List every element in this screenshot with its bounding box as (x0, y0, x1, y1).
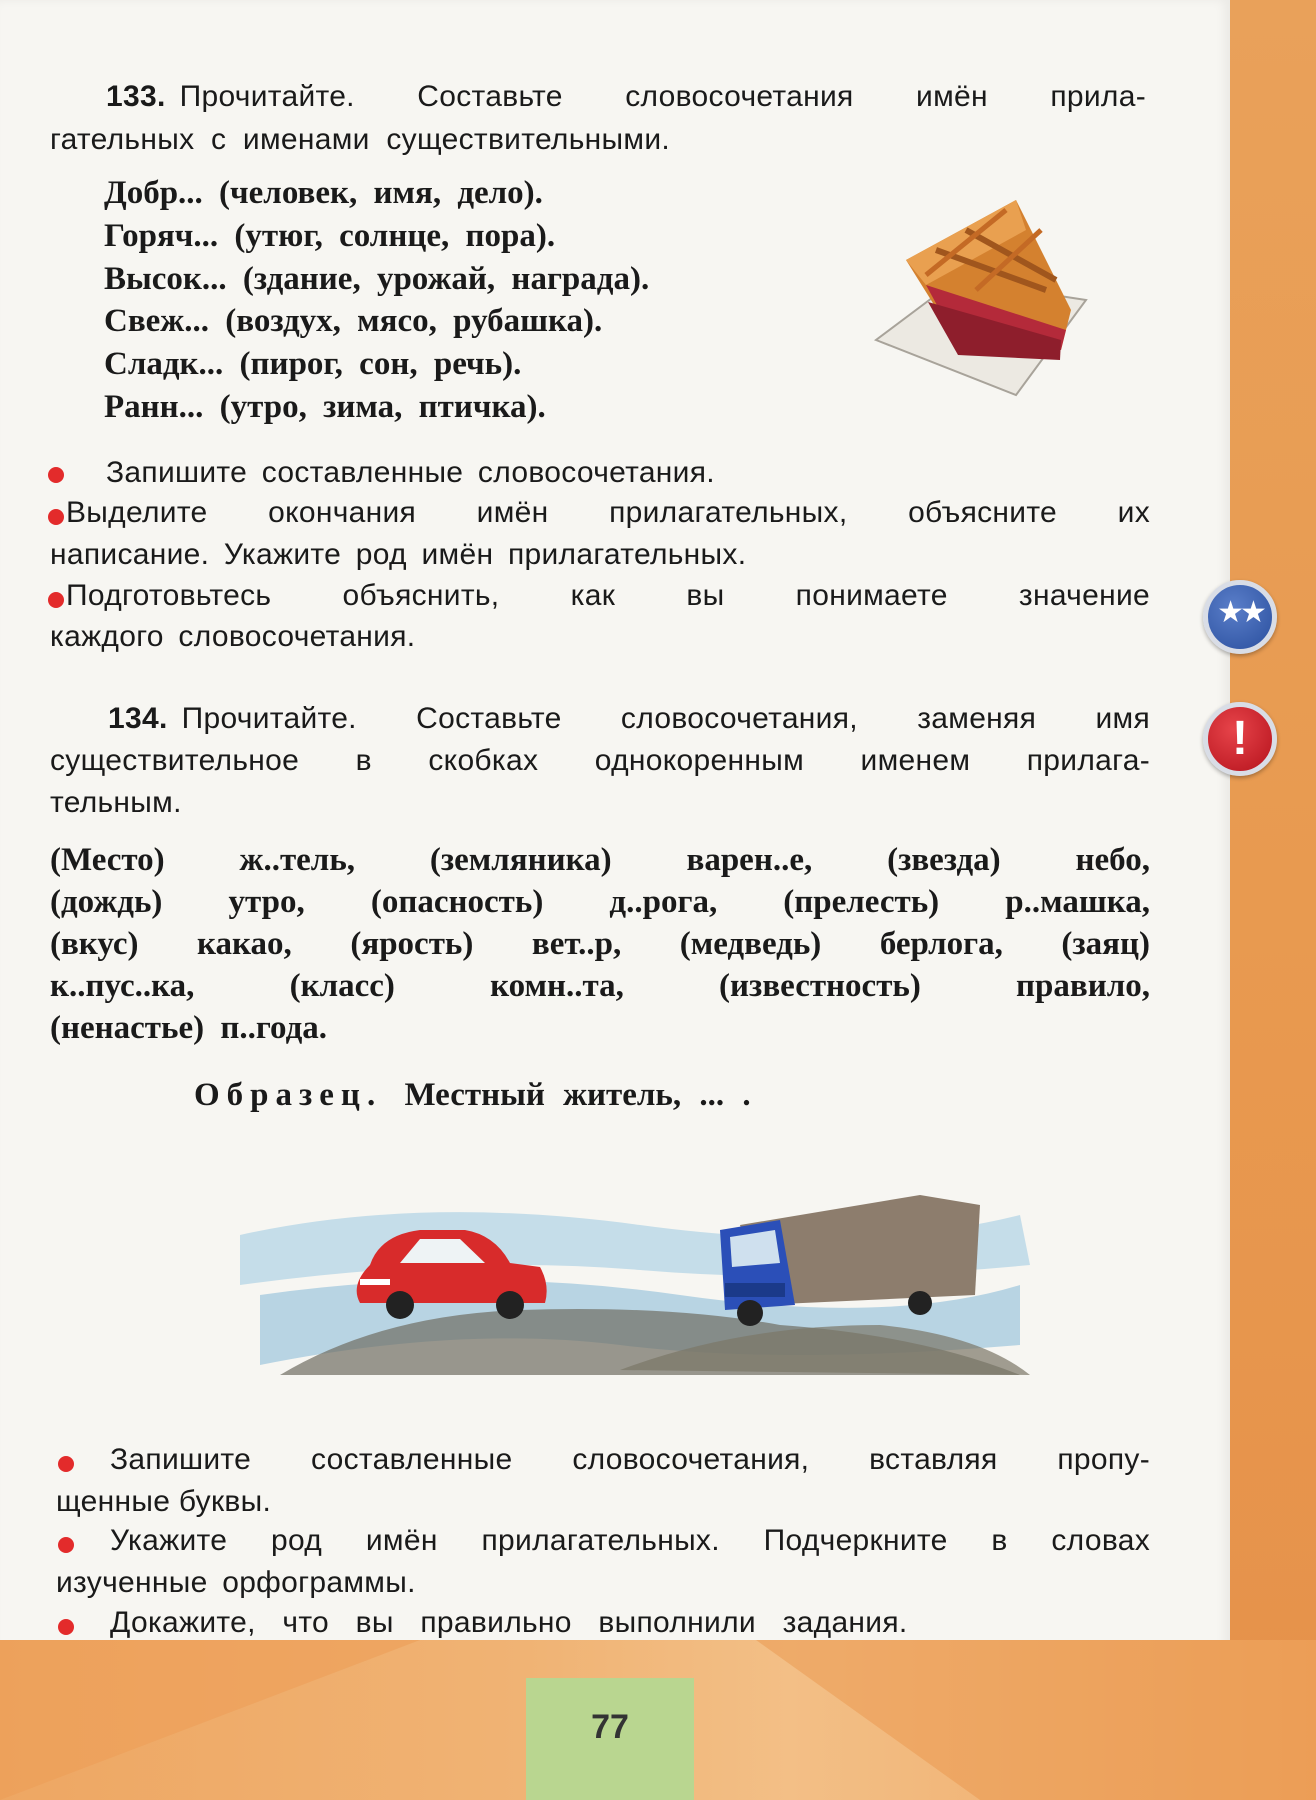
ex133-task3-text: Подготовьтесь объяснить, как вы понимаете значение (66, 579, 1150, 612)
ex133-row-3: Высок... (здание, урожай, награда). (104, 261, 650, 297)
ex133-task2-line2: написание. Укажите род имён прилагательных. (50, 538, 747, 571)
ex134-body-line1 (50, 842, 1150, 879)
ex134-number: 134. (108, 702, 168, 735)
star-glyphs: ★★ (1217, 596, 1263, 629)
ex133-task2-text: Выделите окончания имён прилагательных, объясните их (66, 496, 1150, 529)
ex133-intro-line1 (106, 80, 1146, 114)
ex133-row-1: Добр... (человек, имя, дело). (104, 175, 543, 211)
ex134-body-line3 (50, 926, 1150, 963)
ex134-intro2-text: существительное в скобках однокоренным именем прилага- (50, 744, 1150, 777)
exclamation-glyph: ! (1232, 712, 1248, 765)
ex133-row-6: Ранн... (утро, зима, птичка). (104, 389, 546, 425)
ex134-sample (194, 1077, 751, 1114)
ex133-task3-line2: каждого словосочетания. (50, 620, 416, 653)
ex134-task2-line1 (110, 1524, 1150, 1558)
ex133-task2-bullet (48, 509, 64, 525)
star-badge-icon (1203, 580, 1277, 654)
ex134-sample-text: Местный житель, ... . (404, 1077, 751, 1113)
ex134-body-line5: (ненастье) п..года. (50, 1010, 328, 1046)
ex134-body-line2 (50, 884, 1150, 921)
ex133-intro-text: Прочитайте. Составьте словосочетания имён прила- (179, 80, 1146, 113)
ex134-body-text3: (вкус) какао, (ярость) вет..р, (медведь) берлога, (заяц) (50, 926, 1150, 962)
ex134-intro-line1 (108, 702, 1150, 736)
ex134-intro-line2 (50, 744, 1150, 778)
pie-illustration (866, 190, 1096, 400)
cars-illustration (220, 1175, 1040, 1390)
ex134-task2-line2: изученные орфограммы. (56, 1566, 416, 1599)
ex134-task2-bullet (58, 1537, 74, 1553)
ex133-row-2: Горяч... (утюг, солнце, пора). (104, 218, 556, 254)
ex134-task2-text: Укажите род имён прилагательных. Подчеркните в словах (110, 1524, 1150, 1557)
ex133-task3-line1 (66, 579, 1150, 613)
ex133-row-4: Свеж... (воздух, мясо, рубашка). (104, 303, 603, 339)
bottom-wedge-left (0, 1640, 420, 1800)
page-number: 77 (591, 1708, 629, 1746)
ex133-task2-line1 (66, 496, 1150, 530)
ex134-body-text2: (дождь) утро, (опасность) д..рога, (прелесть) р..машка, (50, 884, 1150, 920)
bottom-wedge-right (756, 1640, 1316, 1800)
ex134-intro-line3: тельным. (50, 786, 182, 819)
ex134-task1-line2: щенные буквы. (56, 1485, 272, 1518)
page-edge-strip (1230, 0, 1316, 1800)
ex134-intro-text: Прочитайте. Составьте словосочетания, заменяя имя (181, 702, 1150, 735)
ex134-body-text1: (Место) ж..тель, (земляника) варен..е, (звезда) небо, (50, 842, 1150, 878)
page-number-box (526, 1678, 694, 1800)
ex134-sample-label: Образец. (194, 1077, 383, 1113)
ex133-task1-bullet (48, 467, 64, 483)
exclamation-badge-icon (1203, 702, 1277, 776)
ex134-task1-text: Запишите составленные словосочетания, вставляя пропу- (110, 1443, 1150, 1476)
ex134-task1-line1 (110, 1443, 1150, 1477)
ex134-body-line4 (50, 968, 1150, 1005)
ex133-number: 133. (106, 80, 166, 113)
ex133-task1: Запишите составленные словосочетания. (106, 456, 715, 489)
ex134-task3-bullet (58, 1619, 74, 1635)
ex134-task1-bullet (58, 1456, 74, 1472)
ex133-task3-bullet (48, 592, 64, 608)
ex133-row-5: Сладк... (пирог, сон, речь). (104, 346, 522, 382)
ex134-task3: Докажите, что вы правильно выполнили задания. (110, 1606, 908, 1639)
ex134-body-text4: к..пус..ка, (класс) комн..та, (известность) правило, (50, 968, 1150, 1004)
ex133-intro-line2: гательных с именами существительными. (50, 123, 671, 156)
